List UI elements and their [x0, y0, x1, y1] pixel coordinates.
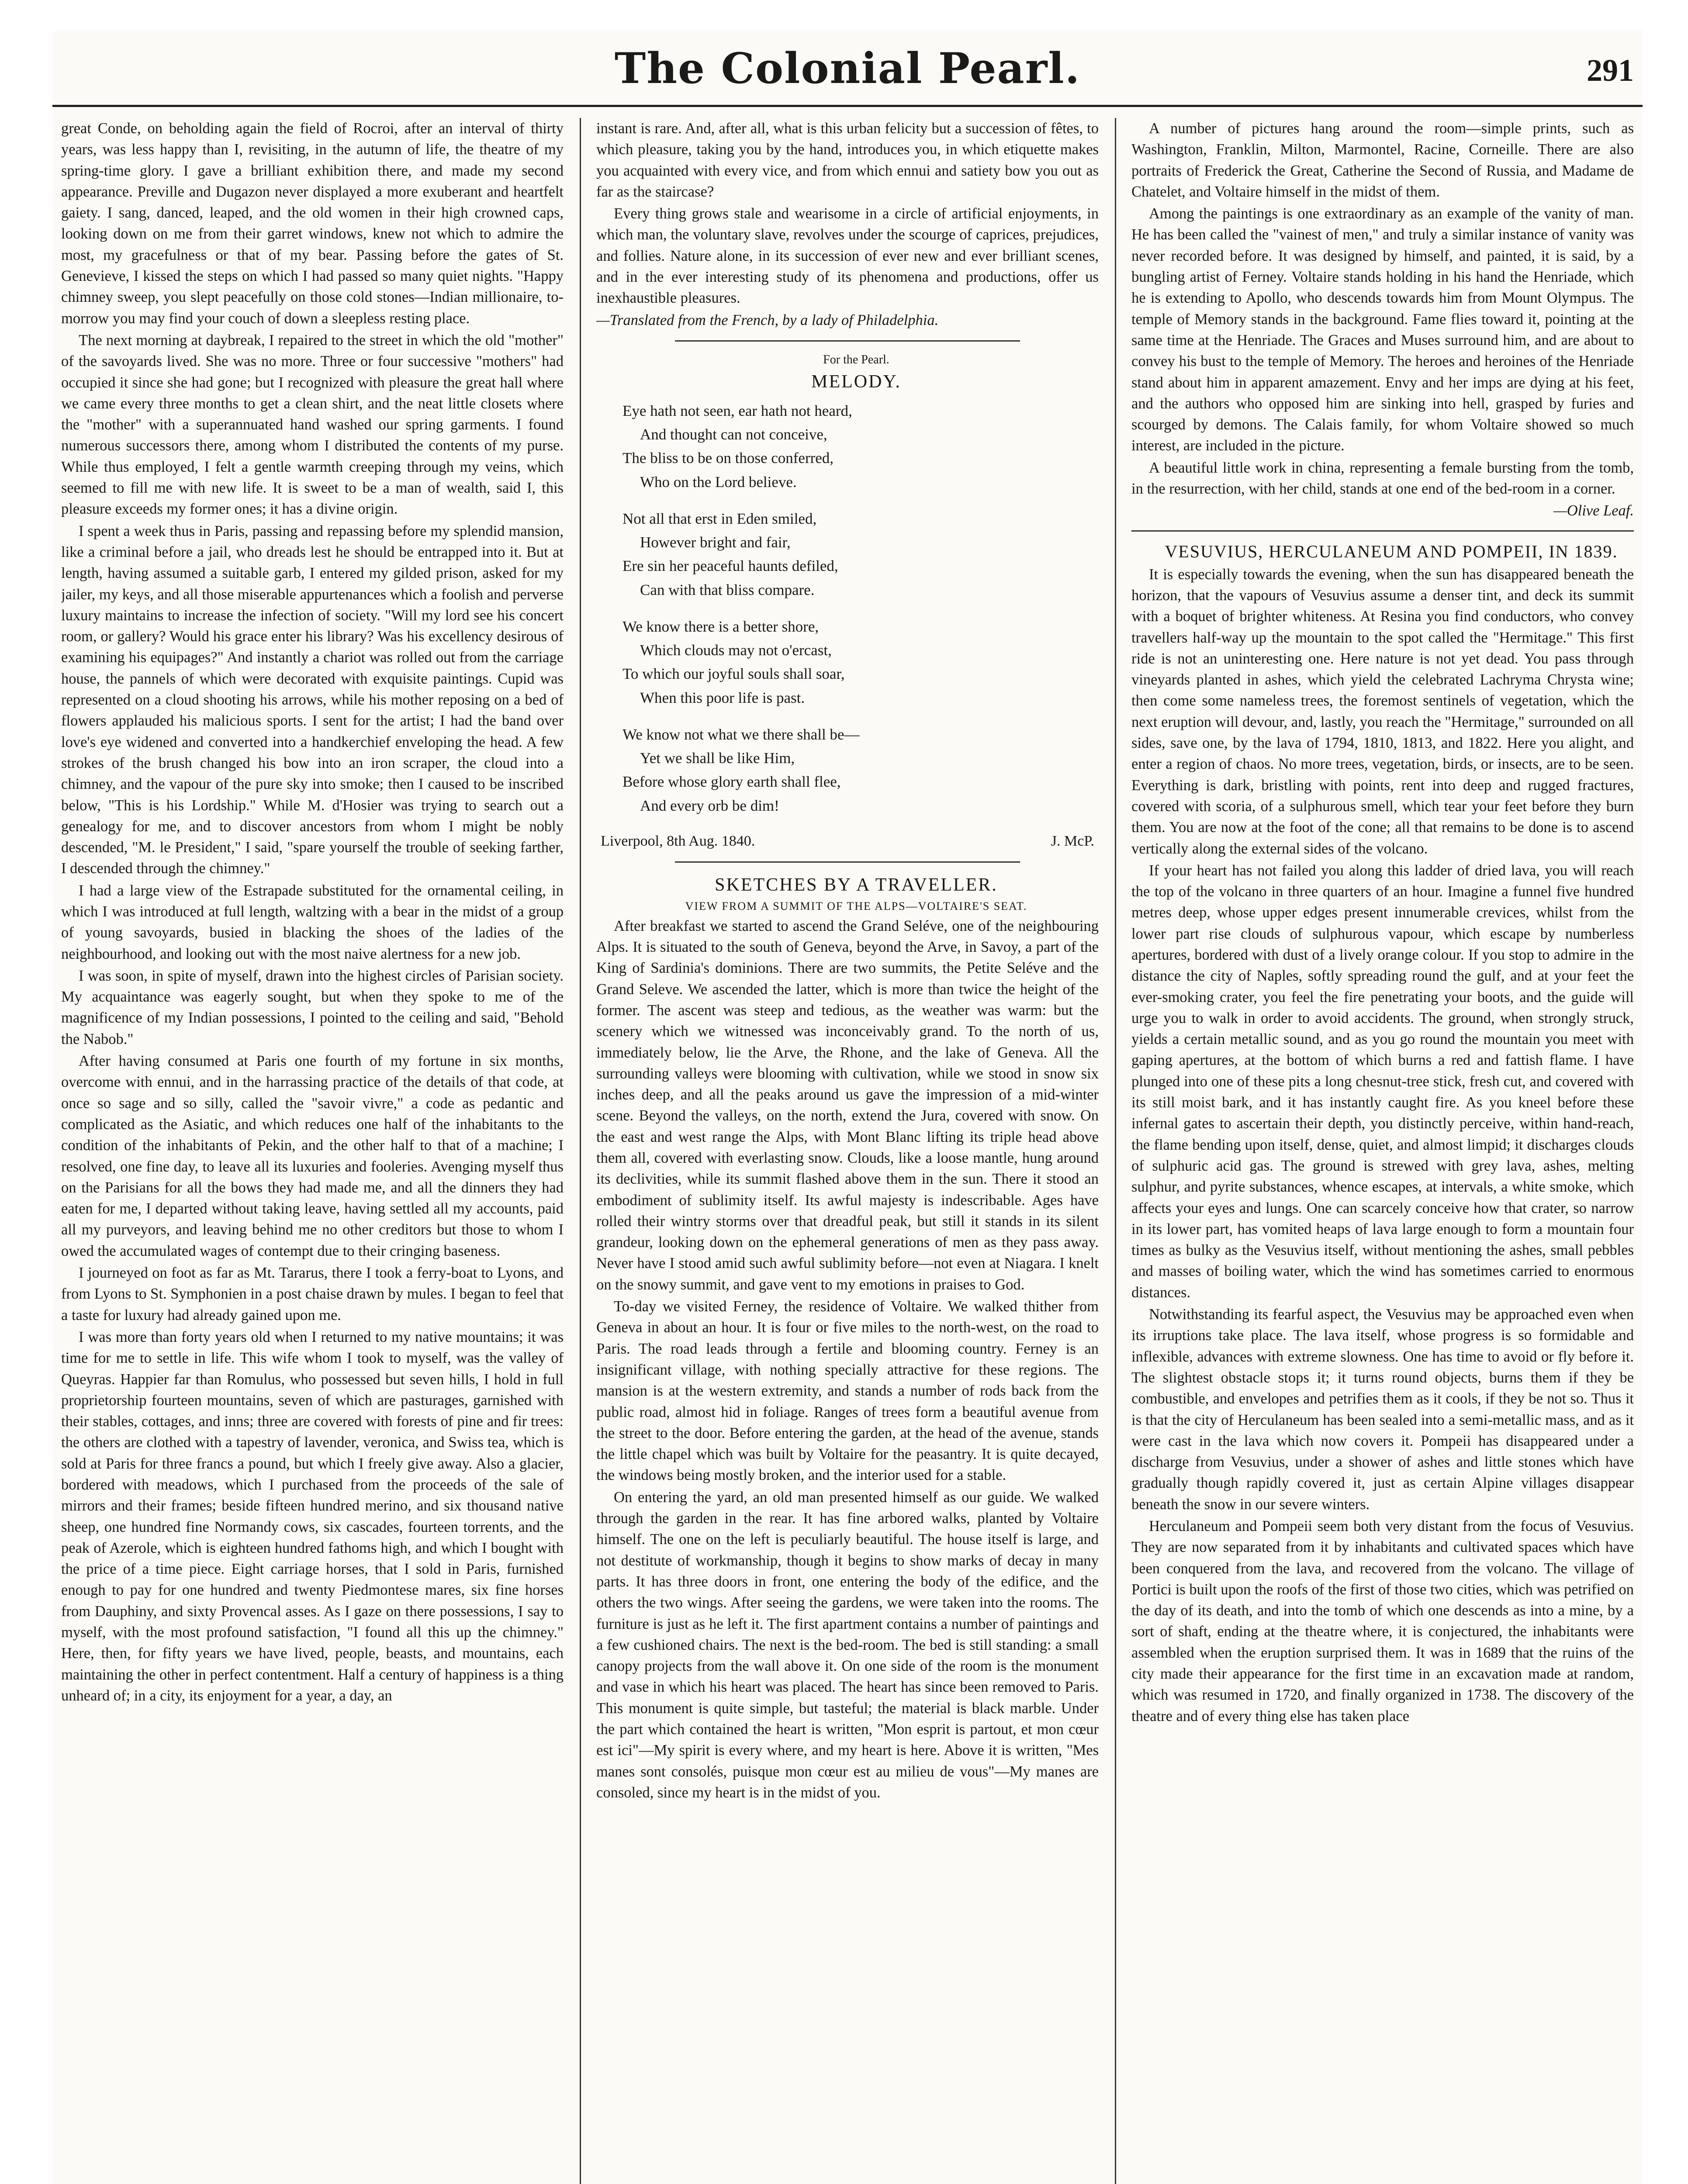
poem-title: MELODY. [811, 372, 901, 392]
section-rule [675, 340, 1020, 342]
section-rule [1131, 530, 1634, 532]
poem-line: However bright and fair, [640, 534, 791, 551]
poem-signature [601, 831, 1094, 852]
paragraph: I journeyed on foot as far as Mt. Tararus, there I took a ferry-boat to Lyons, and from Lyons to St. Symphonien in a post chaise drawn by mules. I began to feel that a taste for luxury had already gained upon me. [61, 1265, 564, 1324]
poem-author: J. McP. [1051, 833, 1094, 849]
poem-line: Before whose glory earth shall flee, [623, 773, 841, 791]
poem-line: Eye hath not seen, ear hath not heard, [623, 402, 852, 419]
paragraph: I was soon, in spite of myself, drawn into the highest circles of Parisian society. My acquaintance was eagerly sought, but when they spoke to me of the magnificence of my Indian possessions, I pointed to the ceiling and said, "Behold the Nabob." [61, 967, 564, 1047]
article-title: SKETCHES BY A TRAVELLER. [715, 874, 998, 895]
poem-line: Can with that bliss compare. [640, 581, 815, 598]
paragraph: On entering the yard, an old man presented himself as our guide. We walked through the garden in the rear. It has fine arbored walks, planted by Voltaire himself. The one on the left is peculiarly beautiful. The house itself is large, and not destitute of workmanship, though it begins to show marks of decay in many parts. It has three doors in front, one entering the body of the edifice, and the others the two wings. After seeing the gardens, we were taken into the rooms. The furniture is just as he left it. The first apartment contains a number of paintings and a few cushioned chairs. The next is the bed-room. The bed is still standing: a small canopy projects from the wall above it. On one side of the room is the monument and vase in which his heart was placed. The heart has since been removed to Paris. This monument is quite simple, but tasteful; the material is black marble. Under the part which contained the heart is written, "Mon esprit is partout, et mon cœur est ici"—My spirit is every where, and my heart is here. Above it is written, "Mes manes sont consolés, puisque mon cœur est au milieu de vous"—My manes are consoled, since my heart is in the midst of you. [596, 1489, 1099, 1801]
poem-line: To which our joyful souls shall soar, [623, 665, 845, 683]
paragraph: To-day we visited Ferney, the residence of Voltaire. We walked thither from Geneva in about an hour. It is four or five miles to the north-west, on the road to Paris. The road leads through a fertile and blooming country. Ferney is an insignificant village, with nothing specially attractive for these regions. The mansion is at the western extremity, and stands a number of rods back from the public road, almost hid in foliage. Ranges of trees form a beautiful avenue from the street to the door. Before entering the garden, at the head of the avenue, stands the little chapel which was built by Voltaire for the peasantry. It is quite decayed, the windows being mostly broken, and the interior used for a stable. [596, 1298, 1099, 1484]
poem-stanza [623, 615, 1099, 710]
source-credit: —Olive Leaf. [1553, 502, 1634, 519]
poem-line: Which clouds may not o'ercast, [640, 642, 832, 659]
poem-melody [596, 351, 1099, 852]
paragraph: Notwithstanding its fearful aspect, the Vesuvius may be approached even when its irruptions take place. The lava itself, whose progress is so formidable and inflexible, advances with extreme slowness. One has time to avoid or fly before it. The slightest obstacle stops it; it turns round objects, burns them if they be combustible, and envelopes and petrifies them as it cools, if they be not so. Thus it is that the city of Herculaneum has been sealed into a semi-metallic mass, and as it were cast in the lava which now covers it. Pompeii has disappeared under a discharge from Vesuvius, under a shower of ashes and little stones which have gradually though rapidly covered it, just as certain Alpine villages disappear beneath the snow in our severe winters. [1131, 1306, 1634, 1513]
poem-stanza [623, 723, 1099, 818]
poem-line: Yet we shall be like Him, [640, 750, 795, 767]
column-divider [1115, 118, 1116, 2184]
column-3 [1131, 118, 1634, 2184]
poem-line: Ere sin her peaceful haunts defiled, [623, 557, 838, 575]
newspaper-title: The Colonial Pearl. [614, 44, 1081, 93]
masthead [52, 31, 1643, 107]
for-the-pearl-label: For the Pearl. [823, 352, 889, 366]
article-vesuvius [1131, 540, 1634, 1727]
poem-line: Who on the Lord believe. [640, 473, 797, 491]
paragraph: I was more than forty years old when I returned to my native mountains; it was time for me to settle in life. This wife whom I took to myself, was the valley of Queyras. Happier far than Romulus, who possessed but seven hills, I hold in full proprietorship fourteen mountains, seven of which are pasturages, garnished with their stables, cottages, and inns; three are covered with forests of pine and fir trees: the others are clothed with a tapestry of lavender, veronica, and Swiss tea, which is sold at Paris for three francs a pound, but which I freely give away. Also a glacier, bordered with meadows, which I purchased from the proceeds of the sale of mirrors and their frames; beside fifteen hundred merino, and six thousand native sheep, one hundred fine Normandy cows, six cascades, fourteen torrents, and the peak of Azerole, which is eighteen hundred fathoms high, and which I bought with the price of a time piece. Eight carriage horses, that I sold in Paris, furnished enough to pay for one hundred and twenty Piedmontese mares, six fine horses from Dauphiny, and sixty Provencal asses. As I gaze on there possessions, I say to myself, with the most profound satisfaction, "I found all this up the chimney." Here, then, for fifty years we have lived, people, beasts, and mountains, each maintaining the other in perfect contentment. Half a century of happiness is a thing unheard of; in a city, its enjoyment for a year, a day, an [61, 1328, 564, 1704]
section-rule [675, 861, 1020, 863]
column-1 [61, 118, 564, 2184]
article-subtitle: VIEW FROM A SUMMIT OF THE ALPS—VOLTAIRE'S SEAT. [685, 900, 1027, 913]
paragraph: I spent a week thus in Paris, passing and repassing before my splendid mansion, like a criminal before a jail, who dreads lest he should be entrapped into it. But at length, having assumed a suitable garb, I entered my gilded prison, asked for my jailer, my keys, and all those miserable appurtenances which a foolish and perverse luxury maintains to increase the infection of society. "Will my lord see his concert room, or gallery? Would his grace enter his library? Was his excellency desirous of examining his equipages?" And instantly a chariot was rolled out from the carriage house, the pannels of which were decorated with exquisite paintings. Cupid was represented on a cloud shooting his arrows, while his mother reposing on a bed of flowers applauded his malicious sports. I sent for the artist; I had the band over love's eye widened and converted into a handkerchief enveloping the head. A few strokes of the brush changed his bow into an iron scraper, the cloud into a chimney, and the vapour of the pure sky into smoke; then I caused to be inscribed below, "This is his Lordship." While M. d'Hosier was trying to search out a genealogy for me, and to discover ancestors from whom I might be nobly descended, "M. le President," I said, "spare yourself the trouble of seeking farther, I descended through the chimney." [61, 522, 564, 877]
translation-credit: —Translated from the French, by a lady of Philadelphia. [596, 311, 939, 328]
poem-line: We know not what we there shall be— [623, 726, 860, 743]
paragraph: If your heart has not failed you along this ladder of dried lava, you will reach the top of the volcano in three quarters of an hour. Imagine a funnel five hundred metres deep, whose upper edges present innumerable crevices, whilst from the lower part rise clouds of sulphurous vapour, which escape by numberless apertures, bordered with dust of a lively orange colour. If you stop to admire in the distance the city of Naples, softly spreading round the gulf, and at your feet the ever-smoking crater, you feel the fire penetrating your boots, and the guide will urge you to walk in order to avoid accidents. The ground, when strongly struck, yields a certain metallic sound, and as you go round the mountain you meet with gaping apertures, at the bottom of which burns a red and fattish flame. I have plunged into one of these pits a long chesnut-tree stick, fresh cut, and covered with its still moist bark, and it has instantly caught fire. As you kneel before these infernal gates to ascertain their depth, you distinctly perceive, within hand-reach, the flame bending upon itself, dense, quiet, and almost limpid; it discharges clouds of sulphuric acid gas. The ground is strewed with grey lava, ashes, melting sulphur, and pyrite substances, whence escapes, at intervals, a white smoke, which affects your eyes and lungs. One can scarcely conceive how that crater, so narrow in its lower part, has vomited heaps of lava large enough to form a mountain four times as bulky as the Vesuvius itself, without mentioning the ashes, small pebbles and masses of boiling water, which the wind has sometimes carried to enormous distances. [1131, 862, 1634, 1301]
poem-stanza [623, 507, 1099, 602]
article-sketches [596, 872, 1099, 1804]
paragraph: Herculaneum and Pompeii seem both very distant from the focus of Vesuvius. They are now separated from it by inhabitants and cultivated spaces which have been conquered from the lava, and recovered from the volcano. The village of Portici is built upon the roofs of the first of those two cities, which was petrified on the day of its death, and into the tomb of which one descends as into a mine, by a sort of shaft, ending at the theatre where, it is conjectured, the inhabitants were assembled when the eruption surprised them. It was in 1689 that the ruins of the city made their appearance for the first time in an excavation made at random, which was resumed in 1720, and finally organized in 1738. The discovery of the theatre and of every thing else has taken place [1131, 1518, 1634, 1724]
paragraph: I had a large view of the Estrapade substituted for the ornamental ceiling, in which I was introduced at full length, waltzing with a bear in the midst of a group of young savoyards, busied in blacking the shoes of the ladies of the neighbourhood, and looking out with the most naive alertness for a new job. [61, 882, 564, 962]
paragraph: It is especially towards the evening, when the sun has disappeared beneath the horizon, that the vapours of Vesuvius assume a denser tint, and deck its summit with a boquet of brighter whiteness. At Resina you find conductors, who convey travellers half-way up the mountain to the spot called the "Hermitage." This first ride is not an uninteresting one. Here nature is not yet dead. You pass through vineyards planted in ashes, which yield the celebrated Lachryma Chrysta wine; then come some nameless trees, the foremost sentinels of vegetation, which the next eruption will devour, and, lastly, you reach the "Hermitage," surrounded on all sides, save one, by the lava of 1794, 1810, 1813, and 1822. Here you alight, and enter a region of chaos. No more trees, vegetation, birds, or insects, are to be seen. Everything is dark, bristling with points, rent into deep and rugged fractures, covered with scoria, of a sulphurous smell, which tear your feet before they burn them. You are now at the foot of the cone; all that remains to be done is to ascend vertically along the external sides of the volcano. [1131, 566, 1634, 857]
paragraph: great Conde, on beholding again the field of Rocroi, after an interval of thirty years, was less happy than I, revisiting, in the autumn of life, the theatre of my spring-time glory. I gave a brilliant exhibition there, and made my second appearance. Preville and Dugazon never displayed a more exuberant and heartfelt gaiety. I sang, danced, leaped, and the old women in their high crowned caps, looking down on me from their garret windows, knew not which to admire the most, my gracefulness or that of my bear. Passing before the gates of St. Genevieve, I kissed the steps on which I had passed so many quiet nights. "Happy chimney sweep, you slept peacefully on those cold stones—Indian millionaire, to-morrow you may find your couch of down a sleepless resting place. [61, 120, 564, 327]
paragraph: The next morning at daybreak, I repaired to the street in which the old "mother" of the savoyards lived. She was no more. Three or four successive "mothers" had occupied it since she had gone; but I recognized with pleasure the great hall where we came every three months to get a clean shirt, and the neat little closets where the "mother" with a superannuated hand washed our spring garments. I found numerous successors there, among whom I distributed the contents of my purse. While thus employed, I felt a gentle warmth creeping through my veins, which seemed to fill me with new life. It is sweet to be a man of wealth, said I, this pleasure exceeds my former ones; it has a divine origin. [61, 332, 564, 518]
paragraph: A beautiful little work in china, representing a female bursting from the tomb, in the resurrection, with her child, stands at one end of the bed-room in a corner. [1131, 459, 1634, 498]
poem-place-date: Liverpool, 8th Aug. 1840. [601, 833, 755, 849]
paragraph: A number of pictures hang around the room—simple prints, such as Washington, Franklin, Milton, Marmontel, Racine, Corneille. There are also portraits of Frederick the Great, Catherine the Second of Russia, and Madame de Chatelet, and Voltaire himself in the midst of them. [1131, 120, 1634, 200]
column-divider [580, 118, 581, 2184]
poem-line: And thought can not conceive, [640, 426, 827, 443]
paragraph: Among the paintings is one extraordinary as an example of the vanity of man. He has been called the "vainest of men," and truly a similar instance of vanity was never recorded before. It was designed by himself, and painted, it is said, by a bungling artist of Ferney. Voltaire stands holding in his hand the Henriade, which he is extending to Apollo, who descends towards him from Mount Olympus. The temple of Memory stands in the background. Fame flies toward it, pointing at the same time at the Henriade. The Graces and Muses surround him, and are about to convey his bust to the temple of Memory. The heroes and heroines of the Henriade stand about him in apparent amazement. Envy and her imps are dying at his feet, and the authors who opposed him are sinking into hell, grasped by furies and scourged by demons. The Calais family, for whom Voltaire showed so much interest, are included in the picture. [1131, 205, 1634, 454]
paragraph: Every thing grows stale and wearisome in a circle of artificial enjoyments, in which man, the voluntary slave, revolves under the scourge of caprices, prejudices, and follies. Nature alone, in its succession of ever new and ever brilliant scenes, and in the ever interesting study of its phenomena and productions, offer us inexhaustible pleasures. [596, 205, 1099, 307]
paragraph: instant is rare. And, after all, what is this urban felicity but a succession of fêtes, to which pleasure, taking you by the hand, introduces you, in which etiquette makes you acquainted with every vice, and from which ennui and satiety bow you out as far as the staircase? [596, 120, 1099, 200]
poem-stanza [623, 399, 1099, 494]
paragraph: After breakfast we started to ascend the Grand Seléve, one of the neighbouring Alps. It is situated to the south of Geneva, beyond the Arve, in Savoy, a part of the King of Sardinia's dominions. There are two summits, the Petite Seléve and the Grand Seleve. We ascended the latter, which is more than twice the height of the former. The ascent was steep and tedious, as the weather was warm: but the scenery which we witnessed was inconceivably grand. To the north of us, immediately below, lie the Arve, the Rhone, and the lake of Geneva. All the surrounding valleys were blooming with cultivation, while we stood in snow six inches deep, and all the peaks around us gave the impression of a mid-winter scene. Beyond the valleys, on the north, extend the Jura, covered with snow. On the east and west range the Alps, with Mont Blanc lifting its triple head above them all, covered with everlasting snow. Clouds, like a loose mantle, hung around its declivities, while its summit flashed above them in the sun. There it stood an embodiment of sublimity itself. Its awful majesty is indescribable. Ages have rolled their wintry storms over that dreadful peak, but still it stands in its silent grandeur, looking down on the ephemeral generations of men as they pass away. Never have I stood amid such awful sublimity before—not even at Niagara. I knelt on the snowy summit, and gave vent to my emotions in praises to God. [596, 917, 1099, 1293]
poem-line: Not all that erst in Eden smiled, [623, 510, 817, 527]
poem-line: The bliss to be on those conferred, [623, 449, 834, 467]
column-2 [596, 118, 1099, 2184]
paragraph: After having consumed at Paris one fourth of my fortune in six months, overcome with ennui, and in the harrassing practice of the details of that code, at once so sage and so silly, called the "savoir vivre," a code as pedantic and complicated as the Asiatic, and which reduces one half of the inhabitants to the condition of the inhabitants of Pekin, and the other half to that of a machine; I resolved, one fine day, to leave all its luxuries and fooleries. Avenging myself thus on the Parisians for all the bows they had made me, and all the dinners they had eaten for me, I departed without taking leave, having settled all my accounts, paid all my purveyors, and leaving behind me no other creditors but those to whom I owed the accumulated wages of contempt due to their cringing baseness. [61, 1053, 564, 1259]
poem-line: We know there is a better shore, [623, 618, 819, 635]
article-title: VESUVIUS, HERCULANEUM AND POMPEII, IN 1839. [1165, 541, 1618, 561]
poem-line: When this poor life is past. [640, 689, 805, 706]
page-number: 291 [1587, 53, 1634, 88]
newspaper-page [52, 31, 1643, 2184]
poem-body [623, 399, 1099, 818]
poem-line: And every orb be dim! [640, 797, 779, 814]
